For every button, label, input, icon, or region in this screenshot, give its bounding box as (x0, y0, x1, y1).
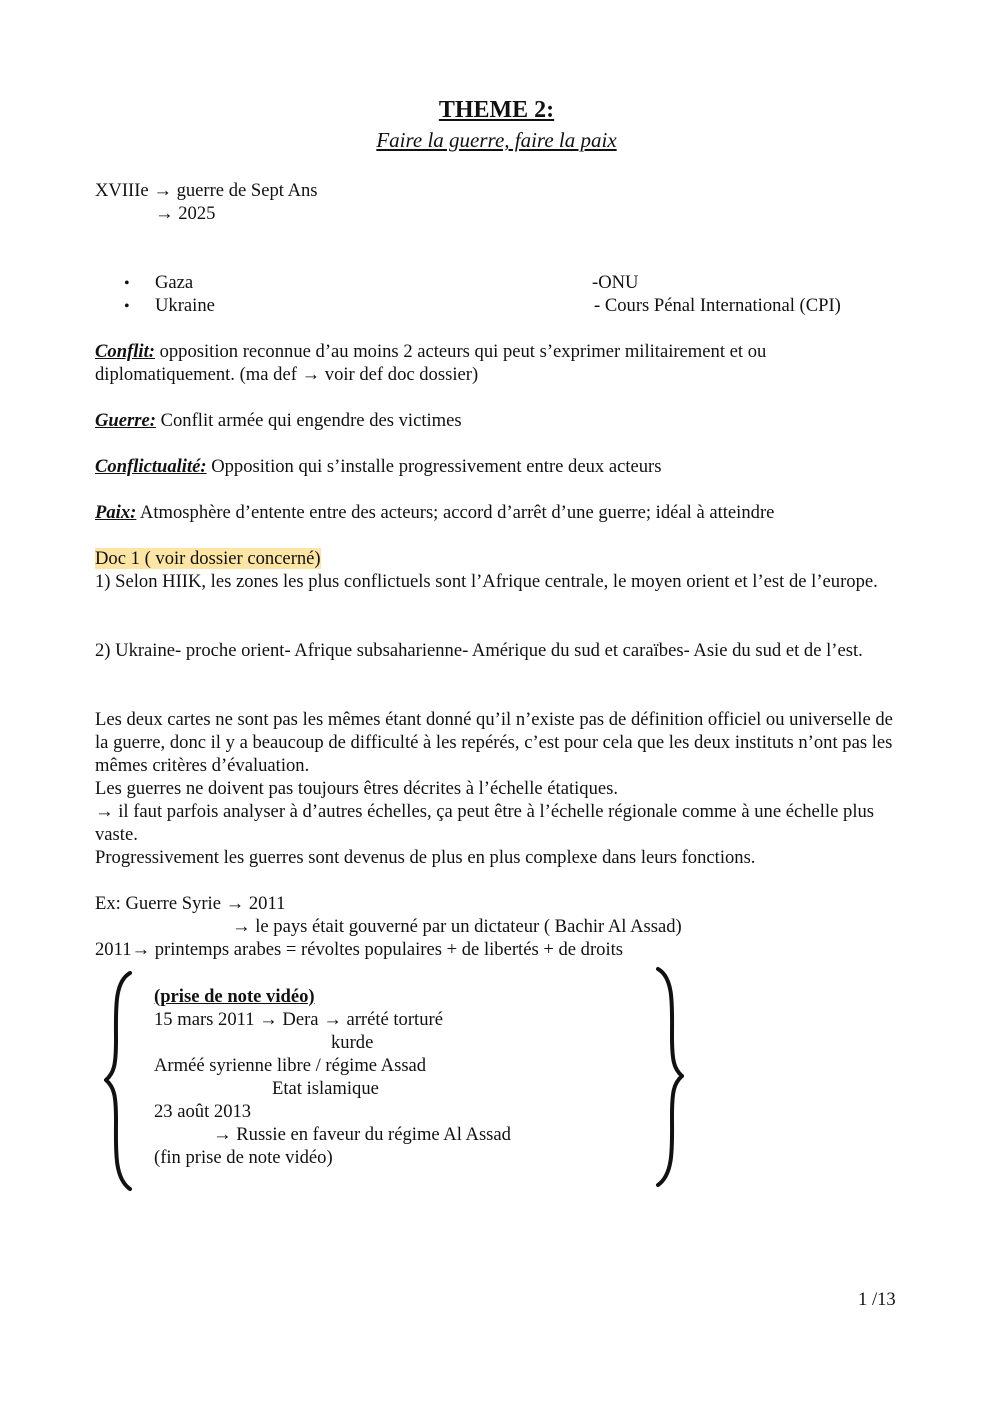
doc1-heading: Doc 1 ( voir dossier concerné) (95, 548, 321, 569)
video-note-line: → Russie en faveur du régime Al Assad (213, 1124, 511, 1145)
analysis-paragraph-4: Progressivement les guerres sont devenus de plus en plus complexe dans leurs fonctions. (95, 847, 756, 868)
example-line-2: → le pays était gouverné par un dictateur ( Bachir Al Assad) (232, 916, 682, 937)
bullet-right-onu: -ONU (592, 272, 639, 293)
definition-paix (95, 501, 905, 524)
video-notes-heading: (prise de note vidéo) (154, 986, 315, 1007)
bullet-icon: • (124, 275, 130, 292)
video-note-line: 23 août 2013 (154, 1101, 252, 1122)
definition-text: Opposition qui s’installe progressivement entre deux acteurs (206, 456, 662, 477)
definition-text: Atmosphère d’entente entre des acteurs; accord d’arrêt d’une guerre; idéal à atteindre (136, 502, 775, 523)
doc1-answer-1: 1) Selon HIIK, les zones les plus conflictuels sont l’Afrique centrale, le moyen orient et l’est de l’europe. (95, 571, 878, 592)
definition-conflit (95, 340, 905, 386)
document-subtitle: Faire la guerre, faire la paix (376, 128, 617, 152)
video-note-line: kurde (331, 1032, 374, 1053)
analysis-paragraph-1: Les deux cartes ne sont pas les mêmes étant donné qu’il n’existe pas de définition officiel ou universelle de la guerre, donc il y a beaucoup de difficulté à les repérés, c’est pour cela que les deux instituts n’ont pas les mêmes critères d’évaluation. (95, 709, 893, 776)
video-note-line: Arméé syrienne libre / régime Assad (154, 1055, 427, 1076)
definition-term: Guerre: (95, 410, 156, 431)
definition-text: Conflit armée qui engendre des victimes (155, 410, 462, 431)
right-curly-brace-icon (654, 966, 684, 1188)
doc1-heading-line (95, 547, 905, 570)
definition-term: Conflit: (95, 341, 155, 362)
timeline-line-1: XVIIIe → guerre de Sept Ans (95, 180, 318, 201)
bullet-item-ukraine: Ukraine (155, 295, 215, 316)
analysis-paragraph-3: → il faut parfois analyser à d’autres échelles, ça peut être à l’échelle régionale comme à une échelle plus vaste. (95, 801, 875, 845)
left-curly-brace-icon (104, 970, 134, 1192)
doc1-answer-2: 2) Ukraine- proche orient- Afrique subsaharienne- Amérique du sud et caraïbes- Asie du sud et de l’est. (95, 640, 863, 661)
timeline-line-2: → 2025 (155, 203, 216, 224)
page-number: 1 /13 (858, 1289, 896, 1310)
video-note-line: (fin prise de note vidéo) (154, 1147, 333, 1168)
bullet-right-cpi: - Cours Pénal International (CPI) (594, 295, 841, 316)
definition-guerre (95, 409, 905, 432)
definition-term: Paix: (95, 502, 137, 523)
analysis-paragraph-2: Les guerres ne doivent pas toujours êtres décrites à l’échelle étatiques. (95, 778, 619, 799)
example-line-3: 2011→ printemps arabes = révoltes populaires + de libertés + de droits (95, 939, 624, 960)
example-line-1: Ex: Guerre Syrie → 2011 (95, 893, 286, 914)
definition-conflictualite (95, 455, 905, 478)
video-note-line: Etat islamique (272, 1078, 379, 1099)
definition-text: opposition reconnue d’au moins 2 acteurs qui peut s’exprimer militairement et ou diplomatiquement. (ma def → voir def doc dossier) (95, 341, 767, 385)
document-title: THEME 2: (438, 97, 555, 123)
video-note-line: 15 mars 2011 → Dera → arrété torturé (154, 1009, 443, 1030)
definition-term: Conflictualité: (95, 456, 207, 477)
bullet-icon: • (124, 298, 130, 315)
bullet-item-gaza: Gaza (155, 272, 194, 293)
